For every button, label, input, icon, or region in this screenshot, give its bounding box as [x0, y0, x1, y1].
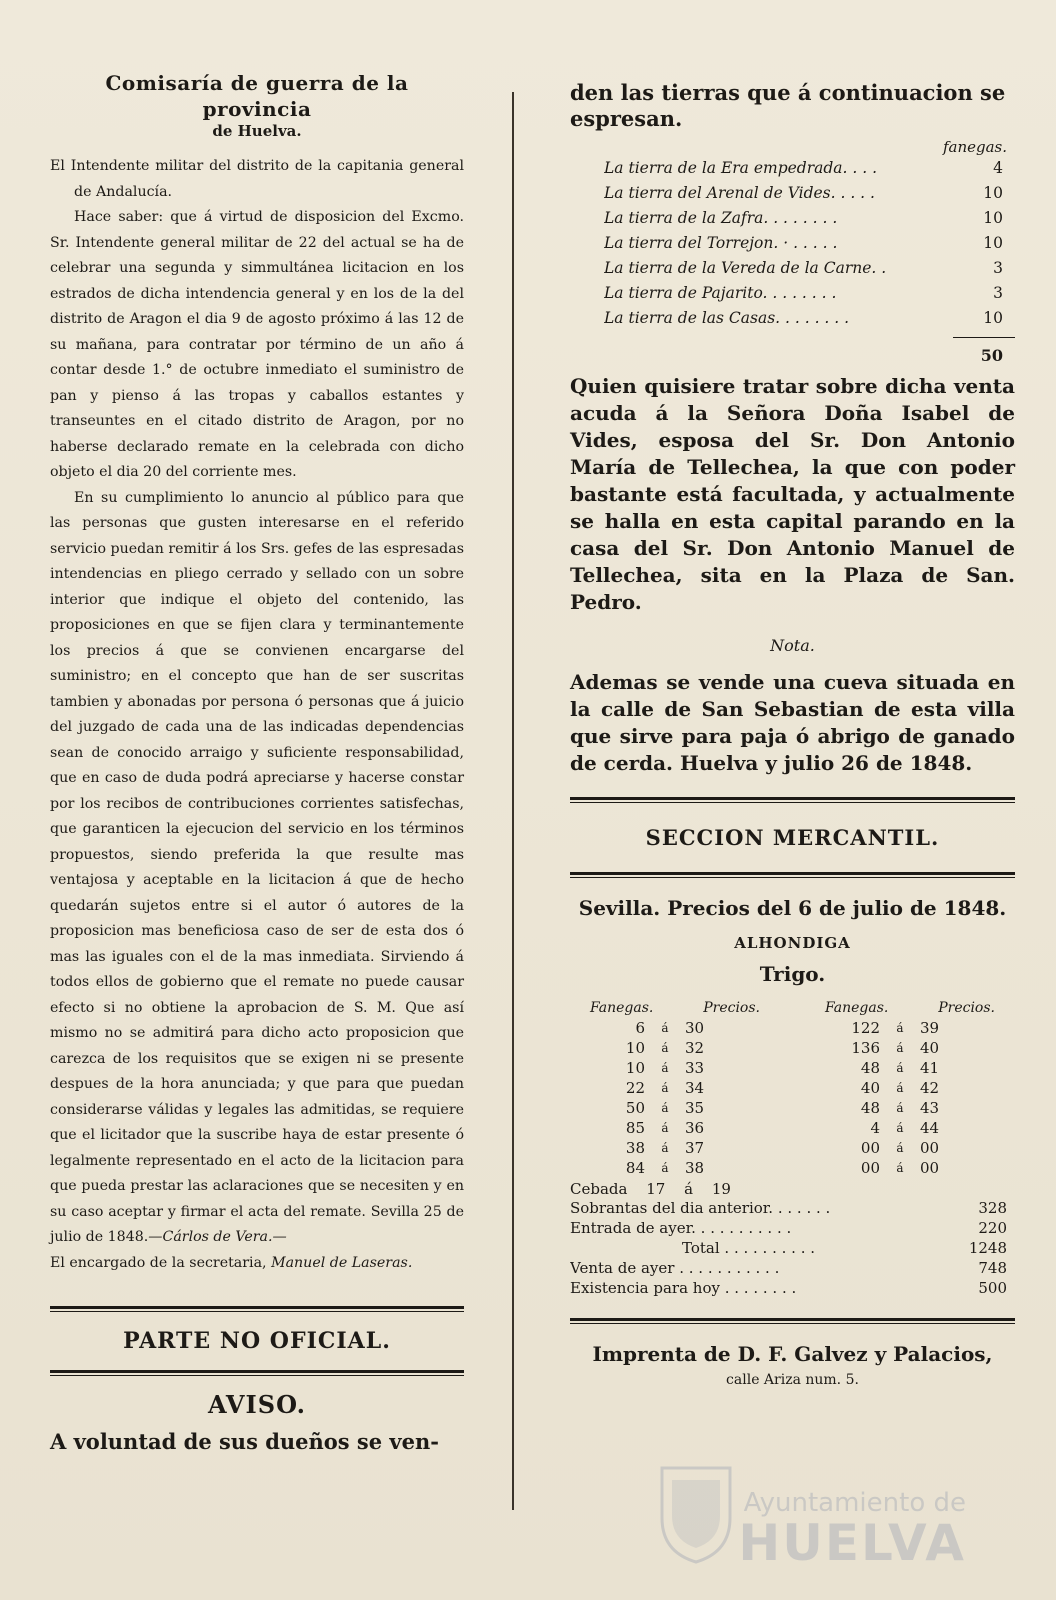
price-fanegas: 136: [851, 1039, 880, 1057]
price-row: [825, 1158, 995, 1178]
fanegas-col-header: Fanegas.: [590, 1000, 654, 1016]
stock-value: 328: [978, 1199, 1007, 1217]
price-value: 44: [920, 1119, 940, 1137]
left-column: [50, 70, 464, 1457]
price-sep: á: [661, 1021, 669, 1035]
stock-label: Existencia para hoy . . . . . . . .: [570, 1279, 797, 1297]
price-column-left: [590, 1000, 760, 1178]
watermark-line2: HUELVA: [738, 1514, 966, 1572]
stock-label: Sobrantas del dia anterior. . . . . . .: [570, 1199, 831, 1217]
land-total-value: 50: [953, 337, 1015, 365]
stock-value: 500: [978, 1279, 1007, 1297]
price-value: 42: [920, 1079, 940, 1097]
price-fanegas: 10: [625, 1039, 645, 1057]
alhondiga-heading: ALHONDIGA: [734, 934, 851, 952]
stock-label: Total . . . . . . . . . .: [682, 1239, 816, 1257]
price-sep: á: [661, 1081, 669, 1095]
aviso-start: A voluntad de sus dueños se ven-: [50, 1429, 439, 1454]
price-row: [825, 1078, 995, 1098]
price-row: [590, 1138, 760, 1158]
secretary-label: El encargado de la secretaria,: [50, 1254, 272, 1271]
stock-row: [570, 1258, 1015, 1278]
price-row: [825, 1038, 995, 1058]
precios-col-header: Precios.: [938, 1000, 995, 1016]
land-name: La tierra de Pajarito. . . . . . . .: [604, 284, 837, 302]
price-fanegas: 10: [625, 1059, 645, 1077]
right-column: [570, 70, 1015, 1388]
stock-row: [570, 1198, 1015, 1218]
price-sep: á: [661, 1141, 669, 1155]
price-value: 40: [920, 1039, 940, 1057]
price-column-right: [825, 1000, 995, 1178]
notice-paragraph-2: [50, 486, 464, 1251]
crest-watermark-icon: [656, 1456, 736, 1566]
price-fanegas: 48: [860, 1059, 880, 1077]
price-value: 41: [920, 1059, 940, 1077]
cebada-sep: á: [684, 1180, 694, 1198]
aviso-continuation: den las tierras que á continuacion se espresan.: [570, 80, 1006, 131]
price-row: [590, 1038, 760, 1058]
price-row: [590, 1058, 760, 1078]
price-sep: á: [896, 1021, 904, 1035]
price-fanegas: 85: [625, 1119, 645, 1137]
price-fanegas: 40: [860, 1079, 880, 1097]
intendente-line: El Intendente militar del distrito de la capitania general de Andalucía.: [50, 158, 464, 200]
land-name: La tierra de las Casas. . . . . . . .: [604, 309, 850, 327]
price-fanegas: 6: [635, 1019, 645, 1037]
price-sep: á: [661, 1121, 669, 1135]
land-qty: 10: [983, 309, 1003, 327]
ademas-paragraph: Ademas se vende una cueva situada en la calle de San Sebastian de esta villa que sirve para paja ó abrigo de ganado de cerda. Huelva y julio 26 de 1848.: [570, 670, 1015, 775]
price-row: [825, 1018, 995, 1038]
land-item: [570, 306, 1015, 331]
stock-row: [570, 1238, 1015, 1258]
land-qty: 10: [983, 209, 1003, 227]
price-row: [590, 1018, 760, 1038]
commissary-notice: [50, 154, 464, 1276]
land-qty: 10: [983, 234, 1003, 252]
price-sep: á: [896, 1121, 904, 1135]
land-name: La tierra del Torrejon. · . . . . .: [604, 234, 838, 252]
stock-value: 220: [978, 1219, 1007, 1237]
price-row: [590, 1118, 760, 1138]
land-qty: 4: [993, 159, 1003, 177]
price-fanegas: 122: [851, 1019, 880, 1037]
price-row: [590, 1158, 760, 1178]
price-row: [590, 1098, 760, 1118]
price-value: 34: [685, 1079, 705, 1097]
price-value: 35: [685, 1099, 705, 1117]
land-name: La tierra de la Zafra. . . . . . . .: [604, 209, 838, 227]
price-sep: á: [896, 1161, 904, 1175]
price-value: 38: [685, 1159, 705, 1177]
land-qty: 3: [993, 284, 1003, 302]
land-list: [570, 156, 1015, 365]
nota-heading: Nota.: [770, 636, 815, 655]
commissary-subheading: de Huelva.: [212, 122, 302, 140]
price-value: 30: [685, 1019, 705, 1037]
price-fanegas: 22: [625, 1079, 645, 1097]
notice-signature: —Cárlos de Vera.—: [148, 1229, 287, 1245]
price-header: [825, 1000, 995, 1016]
stock-value: 1248: [968, 1239, 1007, 1257]
price-row: [825, 1058, 995, 1078]
rule-double: [50, 1306, 464, 1312]
price-fanegas: 00: [860, 1139, 880, 1157]
land-name: La tierra del Arenal de Vides. . . . .: [604, 184, 875, 202]
land-name: La tierra de la Vereda de la Carne. .: [604, 259, 887, 277]
price-value: 37: [685, 1139, 705, 1157]
price-value: 33: [685, 1059, 705, 1077]
land-item: [570, 281, 1015, 306]
land-qty: 10: [983, 184, 1003, 202]
land-item: [570, 256, 1015, 281]
price-sep: á: [896, 1081, 904, 1095]
imprenta-line: Imprenta de D. F. Galvez y Palacios,: [592, 1342, 993, 1366]
rule-double: [570, 1318, 1015, 1324]
land-item: [570, 206, 1015, 231]
price-fanegas: 50: [625, 1099, 645, 1117]
price-value: 00: [920, 1139, 940, 1157]
aviso-title: AVISO.: [208, 1390, 306, 1419]
calle-line: calle Ariza num. 5.: [726, 1372, 859, 1388]
stock-row: [570, 1218, 1015, 1238]
rule-double: [570, 797, 1015, 803]
cebada-row: [570, 1180, 1015, 1198]
price-row: [825, 1098, 995, 1118]
notice-paragraph-1: Hace saber: que á virtud de disposicion del Excmo. Sr. Intendente general militar de 22 del actual se ha de celebrar una segunda y simmultánea licitacion en los estrados de dicha intendencia general y en los de la del distrito de Aragon el dia 9 de agosto próximo á las 12 de su mañana, para contratar por término de un año á contar desde 1.° de octubre inmediato el suministro de pan y pienso á las tropas y caballos estantes y transeuntes en el citado distrito de Aragon, por no haberse declarado remate en la celebrada con dicho objeto el dia 20 del corriente mes.: [50, 209, 464, 480]
price-value: 39: [920, 1019, 940, 1037]
price-sep: á: [661, 1101, 669, 1115]
price-row: [590, 1078, 760, 1098]
sevilla-prices-line: Sevilla. Precios del 6 de julio de 1848.: [578, 896, 1007, 920]
notice-paragraph-2-text: En su cumplimiento lo anuncio al público para que las personas que gusten interesarse en el referido servicio puedan remitir á los Srs. gefes de las espresadas intendencias en pliego cerrado y sellado con un sobre interior que indique el objeto del contenido, las proposiciones en que se fijen clara y terminantemente los precios á que se convienen encargarse del suministro; en el concepto que han de ser suscritas tambien y abonadas por persona ó personas que á juicio del juzgado de cada una de las indicadas dependencias sean de conocido arraigo y suficiente responsabilidad, que en caso de duda podrá apreciarse y hacerse constar por los recibos de contribuciones corrientes satisfechas, que garanticen la ejecucion del servicio en los términos propuestos, siendo preferida la que resulte mas ventajosa y aceptable en la licitacion á que de hecho quedarán sujetos entre si el autor ó autores de la proposicion mas beneficiosa caso de ser de esta dos ó mas las iguales con el de la mas inmediata. Sirviendo á todos ellos de gobierno que el remate no puede causar efecto si no obtiene la aprobacion de S. M. Que así mismo no se admitirá para dicho acto proposicion que carezca de los requisitos que se exigen ni se presente despues de la hora anunciada; y que para que puedan considerarse válidas y legales las admitidas, se requiere que el licitador que la suscribe haya de estar presente ó legalmente representado en el acto de la licitacion para que pueda prestar las aclaraciones que se necesiten y en su caso aceptar y firmar el acta del remate.: [50, 489, 464, 1220]
watermark: [738, 1488, 966, 1572]
price-row: [825, 1118, 995, 1138]
seccion-mercantil-title: SECCION MERCANTIL.: [645, 825, 940, 850]
price-sep: á: [896, 1061, 904, 1075]
price-table: [570, 1000, 1015, 1178]
cebada-label: Cebada: [570, 1180, 628, 1198]
price-value: 43: [920, 1099, 940, 1117]
rule-double: [570, 872, 1015, 878]
price-fanegas: 38: [625, 1139, 645, 1157]
secretary-line: [50, 1251, 464, 1277]
commissary-heading: Comisaría de guerra de la provincia: [105, 71, 409, 121]
price-value: 00: [920, 1159, 940, 1177]
land-qty: 3: [993, 259, 1003, 277]
cebada-price: 19: [711, 1180, 731, 1198]
cebada-fanegas: 17: [646, 1180, 666, 1198]
price-sep: á: [896, 1041, 904, 1055]
land-total: [570, 331, 1015, 365]
watermark-line1: Ayuntamiento de: [743, 1488, 966, 1518]
land-name: La tierra de la Era empedrada. . . .: [604, 159, 878, 177]
price-header: [590, 1000, 760, 1016]
notice-date: Sevilla 25 de julio de 1848.: [50, 1203, 465, 1245]
fanegas-header: fanegas.: [942, 138, 1007, 156]
stock-summary: [570, 1198, 1015, 1298]
price-value: 32: [685, 1039, 705, 1057]
price-fanegas: 48: [860, 1099, 880, 1117]
price-row: [825, 1138, 995, 1158]
land-item: [570, 181, 1015, 206]
quien-paragraph: Quien quisiere tratar sobre dicha venta acuda á la Señora Doña Isabel de Vides, esposa del Sr. Don Antonio María de Tellechea, la que con poder bastante está facultada, y actualmente se halla en esta capital parando en la casa del Sr. Don Antonio Manuel de Tellechea, sita en la Plaza de San. Pedro.: [570, 374, 1015, 614]
column-divider: [512, 92, 514, 1510]
parte-no-oficial-title: PARTE NO OFICIAL.: [123, 1328, 391, 1354]
secretary-name: Manuel de Laseras.: [271, 1254, 413, 1271]
stock-row: [570, 1278, 1015, 1298]
price-fanegas: 4: [870, 1119, 880, 1137]
price-sep: á: [896, 1101, 904, 1115]
land-item: [570, 231, 1015, 256]
price-fanegas: 00: [860, 1159, 880, 1177]
trigo-heading: Trigo.: [759, 962, 826, 986]
price-sep: á: [661, 1161, 669, 1175]
price-sep: á: [661, 1061, 669, 1075]
stock-label: Entrada de ayer. . . . . . . . . . .: [570, 1219, 792, 1237]
land-item: [570, 156, 1015, 181]
price-value: 36: [685, 1119, 705, 1137]
stock-label: Venta de ayer . . . . . . . . . . .: [570, 1259, 780, 1277]
precios-col-header: Precios.: [703, 1000, 760, 1016]
rule-double: [50, 1370, 464, 1376]
fanegas-col-header: Fanegas.: [825, 1000, 889, 1016]
price-sep: á: [896, 1141, 904, 1155]
price-sep: á: [661, 1041, 669, 1055]
price-fanegas: 84: [625, 1159, 645, 1177]
stock-value: 748: [978, 1259, 1007, 1277]
